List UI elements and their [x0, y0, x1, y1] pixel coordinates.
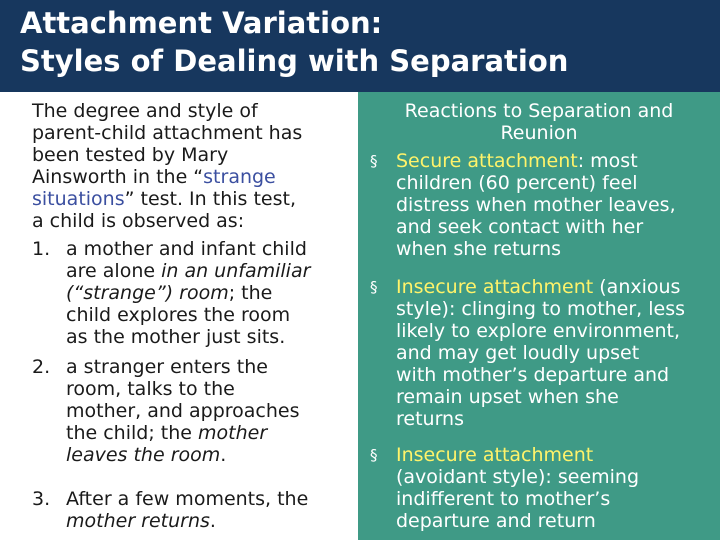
reaction-line: departure and return: [396, 510, 596, 532]
step-line: a mother and infant child: [66, 238, 307, 260]
reaction-item-heading: [396, 276, 680, 298]
reaction-line: remain upset when she: [396, 386, 619, 408]
reaction-line: likely to explore environment,: [396, 320, 680, 342]
reaction-label: Insecure attachment: [396, 444, 594, 466]
step-text-italic: in an unfamiliar: [161, 260, 311, 282]
slide-title-line-1: Attachment Variation:: [20, 6, 383, 40]
step-text-italic: mother returns: [66, 510, 210, 532]
step-line: as the mother just sits.: [66, 326, 286, 348]
step-line: mother, and approaches: [66, 400, 300, 422]
step-line: [66, 444, 226, 466]
title-bar: [0, 0, 720, 92]
step-line: [66, 510, 216, 532]
reaction-line: children (60 percent) feel: [396, 172, 638, 194]
bullet-icon: §: [370, 278, 378, 296]
reaction-line: and may get loudly upset: [396, 342, 640, 364]
highlight-situations: situations: [32, 188, 125, 210]
intro-line: [32, 166, 276, 188]
reaction-line: with mother’s departure and: [396, 364, 670, 386]
intro-text: Ainsworth in the “: [32, 166, 204, 188]
reaction-text: : most: [577, 150, 638, 172]
step-number: 2.: [32, 356, 51, 378]
step-line: [66, 282, 272, 304]
right-reactions-panel: [358, 92, 720, 540]
intro-line: parent-child attachment has: [32, 122, 303, 144]
intro-line: a child is observed as:: [32, 210, 245, 232]
step-text-italic: (“strange”) room: [66, 282, 229, 304]
highlight-strange: strange: [203, 166, 276, 188]
step-text: .: [209, 510, 216, 532]
reactions-heading-line-1: Reactions to Separation and: [404, 100, 674, 122]
bullet-icon: §: [370, 152, 378, 170]
reaction-text: (anxious: [593, 276, 681, 298]
reaction-item-heading: [396, 444, 593, 466]
reaction-item-heading: [396, 150, 638, 172]
reaction-line: style): clinging to mother, less: [396, 298, 686, 320]
step-text: ; the: [228, 282, 273, 304]
reaction-line: distress when mother leaves,: [396, 194, 676, 216]
intro-line: been tested by Mary: [32, 144, 229, 166]
step-line: a stranger enters the: [66, 356, 268, 378]
left-text-panel: [0, 92, 358, 540]
slide-title-line-2: Styles of Dealing with Separation: [20, 44, 569, 78]
step-number: 3.: [32, 488, 51, 510]
reactions-heading-line-2: Reunion: [500, 122, 578, 144]
intro-line: The degree and style of: [32, 100, 258, 122]
reaction-line: (avoidant style): seeming: [396, 466, 640, 488]
reaction-label: Insecure attachment: [396, 276, 594, 298]
reaction-line: returns: [396, 408, 464, 430]
step-line: child explores the room: [66, 304, 291, 326]
reaction-line: indifferent to mother’s: [396, 488, 611, 510]
step-text: are alone: [66, 260, 162, 282]
step-line: room, talks to the: [66, 378, 235, 400]
step-text-italic: mother: [198, 422, 268, 444]
step-text: .: [220, 444, 227, 466]
bullet-icon: §: [370, 446, 378, 464]
reaction-label: Secure attachment: [396, 150, 578, 172]
intro-line: [32, 188, 296, 210]
step-line: After a few moments, the: [66, 488, 309, 510]
reaction-line: and seek contact with her: [396, 216, 644, 238]
step-line: [66, 422, 267, 444]
reaction-line: when she returns: [396, 238, 562, 260]
step-line: [66, 260, 310, 282]
intro-text: ” test. In this test,: [124, 188, 296, 210]
step-text-italic: leaves the room: [66, 444, 221, 466]
step-number: 1.: [32, 238, 51, 260]
step-text: the child; the: [66, 422, 198, 444]
